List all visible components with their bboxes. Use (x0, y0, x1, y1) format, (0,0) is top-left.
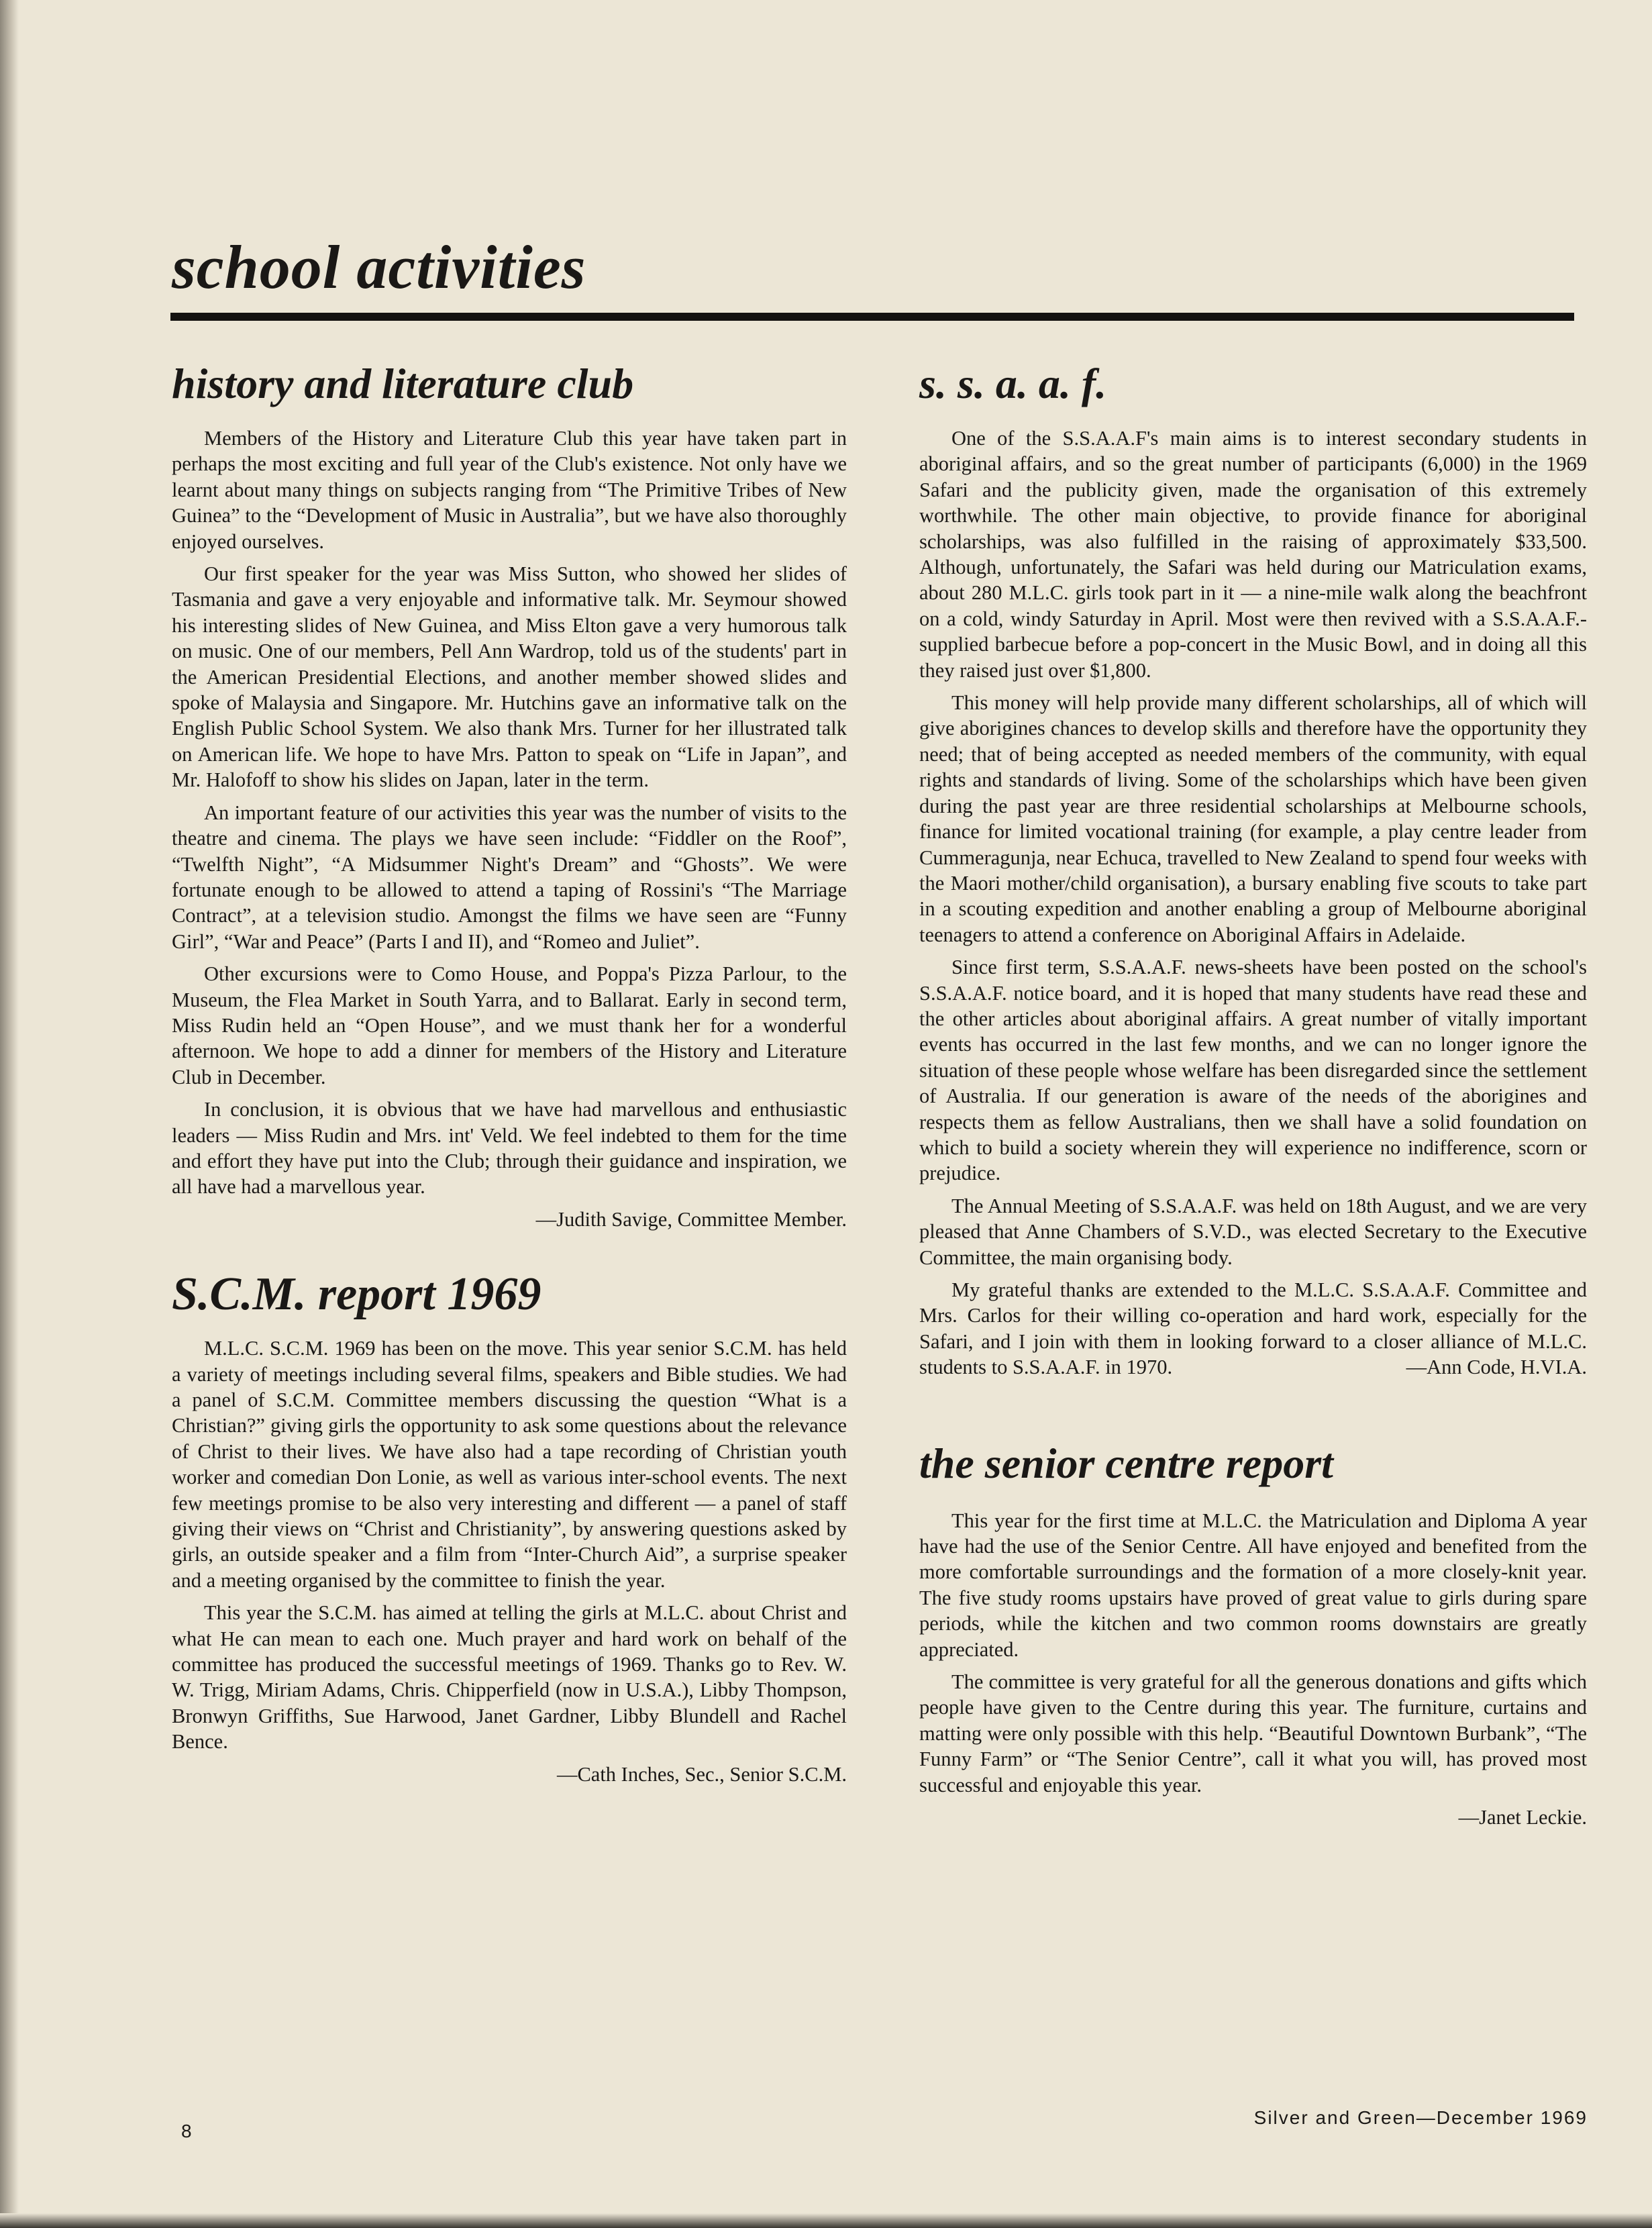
ssaaf-article (919, 362, 1587, 1380)
article-paragraph: The Annual Meeting of S.S.A.A.F. was held on 18th August, and we are very pleased that Anne Chambers of S.V.D., was elected Secretary to the Executive Committee, the main organising body. (919, 1194, 1587, 1269)
title-rule (170, 313, 1574, 321)
history-club-signature: —Judith Savige, Committee Member. (535, 1207, 847, 1231)
scm-report-heading: S.C.M. report 1969 (172, 1268, 541, 1321)
history-club-article (172, 362, 847, 1232)
senior-centre-article (919, 1439, 1587, 1831)
history-club-heading: history and literature club (172, 360, 634, 407)
ssaaf-signature: —Ann Code, H.VI.A. (1406, 1356, 1587, 1379)
article-paragraph: In conclusion, it is obvious that we have had marvellous and enthusiastic leaders — Miss Rudin and Mrs. int' Veld. We feel indebted to them for the time and effort they have put into the Club; through their guidance and inspiration, we all have had a marvellous year. (172, 1098, 847, 1199)
senior-centre-signature: —Janet Leckie. (1458, 1806, 1587, 1829)
scm-report-signature: —Cath Inches, Sec., Senior S.C.M. (556, 1762, 847, 1786)
article-paragraph (919, 1277, 1587, 1380)
article-paragraph: Since first term, S.S.A.A.F. news-sheets have been posted on the school's S.S.A.A.F. notice board, and it is hoped that many students have read these and the other articles about aboriginal affairs. A great number of vitally important events has occurred in the last few months, and we can no longer ignore the situation of these people whose welfare has been disregarded since the settlement of Australia. If our generation is aware of the needs of the aborigines and respects them as fellow Australians, then we shall have a solid foundation on which to build a society wherein they will experience no indifference, scorn or prejudice. (919, 956, 1587, 1185)
article-paragraph: Our first speaker for the year was Miss Sutton, who showed her slides of Tasmania and gave a very enjoyable and informative talk. Mr. Seymour showed his interesting slides of New Guinea, and Miss Elton gave a very humorous talk on music. One of our members, Pell Ann Wardrop, told us of the students' part in the American Presidential Elections, and another member showed slides and spoke of Malaysia and Singapore. Mr. Hutchins gave an informative talk on the English Public School System. We also thank Mrs. Turner for her illustrated talk on American life. We hope to have Mrs. Patton to speak on “Life in Japan”, and Mr. Halofoff to show his slides on Japan, later in the term. (172, 562, 847, 792)
left-column (172, 362, 847, 1794)
ssaaf-last-paragraph-text: My grateful thanks are extended to the M.L.C. S.S.A.A.F. Committee and Mrs. Carlos for their willing co-operation and hard work, especially for the Safari, and I join with them in looking forward to a closer alliance of M.L.C. students to S.S.A.A.F. in 1970. (919, 1278, 1587, 1379)
running-footer: Silver and Green—December 1969 (1253, 2107, 1588, 2128)
bottom-edge-shadow (0, 2213, 1652, 2228)
right-column (919, 362, 1587, 1837)
article-paragraph: M.L.C. S.C.M. 1969 has been on the move. This year senior S.C.M. has held a variety of meetings including several films, speakers and Bible studies. We had a panel of S.C.M. Committee members discussing the question “What is a Christian?” giving girls the opportunity to ask some questions about the relevance of Christ to their lives. We have also had a tape recording of Christian youth worker and comedian Don Lonie, as well as various inter-school events. The next few meetings promise to be also very interesting and different — a panel of staff giving their views on “Christ and Christianity”, by answering questions asked by girls, an outside speaker and a film from “Inter-Church Aid”, a surprise speaker and a meeting organised by the committee to finish the year. (172, 1337, 847, 1592)
page-number: 8 (181, 2121, 192, 2141)
article-paragraph: The committee is very grateful for all the generous donations and gifts which people have given to the Centre during this year. The furniture, curtains and matting were only possible with this help. “Beautiful Downtown Burbank”, “The Funny Farm” or “The Senior Centre”, call it what you will, has proved most successful and enjoyable this year. (919, 1670, 1587, 1796)
binding-shadow (0, 0, 19, 2228)
article-paragraph: This money will help provide many different scholarships, all of which will give aborigines chances to develop skills and therefore have the opportunity they need; that of being accepted as needed members of the community, with equal rights and standards of living. Some of the scholarships which have been given during the past year are three residential scholarships at Melbourne schools, finance for limited vocational training (for example, a play centre leader from Cummeragunja, near Echuca, travelled to New Zealand to spend four weeks with the Maori mother/child organisation), a bursary enabling five scouts to take part in a scouting expedition and another enabling a group of Melbourne aboriginal teenagers to attend a conference on Aboriginal Affairs in Adelaide. (919, 691, 1587, 946)
ssaaf-heading: s. s. a. a. f. (919, 360, 1107, 407)
article-paragraph: Other excursions were to Como House, and Poppa's Pizza Parlour, to the Museum, the Flea Market in South Yarra, and to Ballarat. Early in second term, Miss Rudin held an “Open House”, and we must thank her for a wonderful afternoon. We hope to add a dinner for members of the History and Literature Club in December. (172, 962, 847, 1088)
article-paragraph: Members of the History and Literature Club this year have taken part in perhaps the most exciting and full year of the Club's existence. Not only have we learnt about many things on subjects ranging from “The Primitive Tribes of New Guinea” to the “Development of Music in Australia”, but we have also thoroughly enjoyed ourselves. (172, 427, 847, 553)
article-paragraph: An important feature of our activities this year was the number of visits to the theatre and cinema. The plays we have seen include: “Fiddler on the Roof”, “Twelfth Night”, “A Midsummer Night's Dream” and “Ghosts”. We were fortunate enough to be allowed to attend a taping of Rossini's “The Marriage Contract”, at a television studio. Amongst the films we have seen are “Funny Girl”, “War and Peace” (Parts I and II), and “Romeo and Juliet”. (172, 801, 847, 953)
page-title: school activities (172, 233, 586, 301)
senior-centre-heading: the senior centre report (919, 1439, 1333, 1487)
article-paragraph: This year the S.C.M. has aimed at telling the girls at M.L.C. about Christ and what He can mean to each one. Much prayer and hard work on behalf of the committee has produced the successful meetings of 1969. Thanks go to Rev. W. W. Trigg, Miriam Adams, Chris. Chipperfield (now in U.S.A.), Libby Thompson, Bronwyn Griffiths, Sue Harwood, Janet Gardner, Libby Blundell and Rachel Bence. (172, 1601, 847, 1754)
article-paragraph: This year for the first time at M.L.C. the Matriculation and Diploma A year have had the use of the Senior Centre. All have enjoyed and benefited from the more comfortable surroundings and the formation of a more closely-knit year. The five study rooms upstairs have proved of great value to girls during spare periods, while the kitchen and two common rooms downstairs are greatly appreciated. (919, 1509, 1587, 1661)
article-paragraph: One of the S.S.A.A.F's main aims is to interest secondary students in aboriginal affairs, and so the great number of participants (6,000) in the 1969 Safari and the publicity given, made the organisation of this extremely worthwhile. The other main objective, to provide finance for aboriginal scholarships, was also fulfilled in the raising of approximately $33,500. Although, unfortunately, the Safari was held during our Matriculation exams, about 280 M.L.C. girls took part in it — a nine-mile walk along the beachfront on a cold, windy Saturday in April. Most were then revived with a S.S.A.A.F.-supplied barbecue before a pop-concert in the Music Bowl, and in doing all this they raised just over $1,800. (919, 427, 1587, 682)
scm-report-article (172, 1268, 847, 1787)
